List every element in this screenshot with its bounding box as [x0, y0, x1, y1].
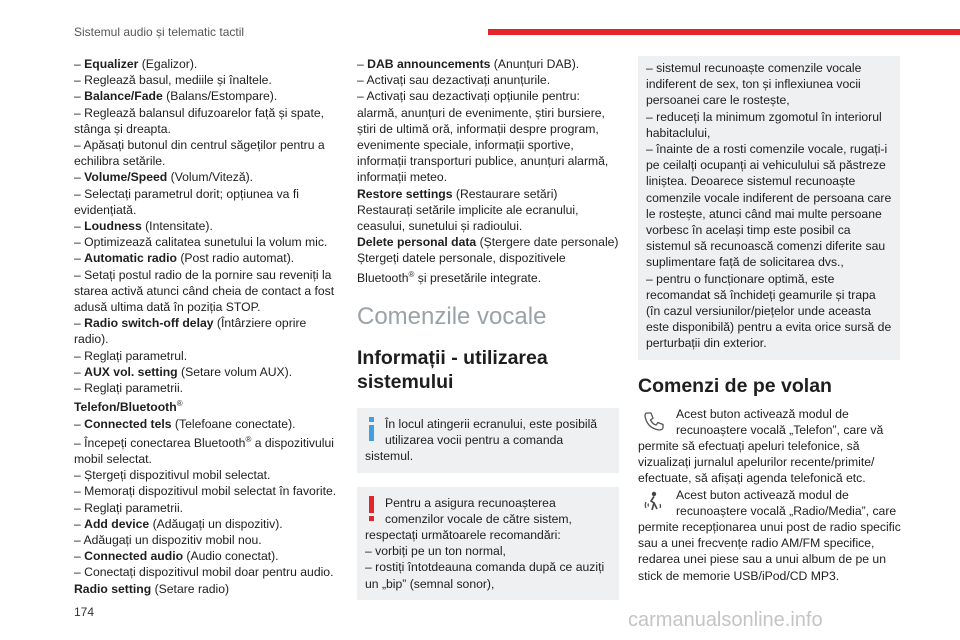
text-segment: (Audio conectat).	[183, 549, 279, 564]
text-segment: – Reglați parametrul.	[74, 348, 188, 363]
info-line: În locul atingerii ecranului, este posibilă	[385, 416, 598, 431]
text-line	[357, 169, 619, 185]
text-segment: informații meteo.	[357, 170, 448, 185]
text-segment: –	[74, 219, 85, 234]
warning-line: Pentru a asigura recunoașterea	[385, 495, 556, 510]
text-line	[74, 88, 336, 104]
text-line	[74, 532, 336, 548]
header-accent-bar	[488, 29, 960, 35]
text-segment: ceasului, sunetului și radioului.	[357, 219, 523, 234]
text-segment: (Post radio automat).	[176, 251, 295, 266]
recommendation-line: sistemul să recunoască comenzi diferite sau	[646, 239, 886, 254]
bold-term: Equalizer	[84, 57, 139, 71]
text-segment: Bluetooth	[357, 270, 409, 285]
text-line	[357, 105, 619, 121]
warning-line: – vorbiți pe un ton normal,	[365, 544, 506, 559]
text-line	[357, 186, 619, 202]
text-line	[74, 283, 336, 299]
recommendation-line: – înainte de a rosti comenzile vocale, rugați-i	[646, 142, 888, 157]
text-line	[74, 267, 336, 283]
superscript: ®	[176, 399, 183, 409]
text-line	[74, 137, 336, 153]
text-line	[357, 121, 619, 137]
column-middle	[357, 56, 619, 610]
bold-term: AUX vol. setting	[84, 364, 178, 379]
text-segment: (Volum/Viteză).	[167, 170, 254, 185]
text-line	[74, 299, 336, 315]
text-line	[74, 234, 336, 250]
bold-term: Volume/Speed	[84, 170, 168, 185]
warning-line: comenzilor vocale de către sistem,	[385, 511, 572, 526]
text-segment: – Ștergeți dispozitivul mobil selectat.	[74, 468, 271, 483]
text-segment: (Restaurare setări)	[452, 186, 558, 201]
text-segment: – Reglați parametrii.	[74, 500, 184, 515]
bold-term: Telefon/Bluetooth	[74, 400, 177, 415]
info-line: utilizarea vocii pentru a comanda	[385, 433, 564, 448]
text-segment: (Anunțuri DAB).	[490, 57, 580, 71]
text-line	[74, 564, 336, 580]
text-segment: – Memorați dispozitivul mobil selectat în favorite.	[74, 484, 337, 499]
text-segment: stânga și dreapta.	[74, 121, 171, 136]
bold-term: Radio setting	[74, 581, 152, 596]
warning-box	[357, 487, 619, 600]
text-segment: Ștergeți datele personale, dispozitivele	[357, 251, 566, 266]
column-right	[638, 56, 900, 584]
text-line	[357, 267, 619, 286]
text-line	[74, 483, 336, 499]
text-line	[357, 153, 619, 169]
text-line	[74, 72, 336, 88]
media-line: stick de memorie USB/iPod/CD MP3.	[638, 568, 840, 583]
text-segment: (Întârziere oprire	[213, 316, 307, 331]
text-segment: și presetările integrate.	[414, 270, 542, 285]
text-segment: –	[74, 251, 85, 266]
recommendation-line: – sistemul recunoaște comenzile vocale	[646, 61, 862, 75]
text-segment: evidențiată.	[74, 202, 137, 217]
text-segment: Restaurați setările implicite ale ecranului,	[357, 202, 579, 217]
media-line: Acest buton activează modul de	[676, 487, 849, 502]
warning-icon	[365, 496, 379, 522]
text-segment: adusă ultima dată în poziția STOP.	[74, 300, 261, 315]
text-segment: –	[74, 516, 85, 531]
text-segment: –	[74, 416, 85, 431]
text-segment: – Adăugați un dispozitiv mobil nou.	[74, 533, 262, 548]
text-segment: – Reglează basul, mediile și înaltele.	[74, 73, 272, 88]
text-segment: știri de ultimă oră, informații despre program,	[357, 121, 599, 136]
info-icon	[365, 417, 379, 443]
text-line	[74, 348, 336, 364]
text-segment: radio).	[74, 332, 109, 347]
phone-line: permite să efectuați apeluri telefonice, să	[638, 439, 860, 454]
text-segment: (Adăugați un dispozitiv).	[149, 516, 283, 531]
text-line	[74, 451, 336, 467]
text-line	[74, 186, 336, 202]
text-segment: mobil selectat.	[74, 452, 152, 466]
section-title: Comenzile vocale	[357, 302, 547, 330]
text-line	[74, 250, 336, 266]
text-segment: – Selectați parametrul dorit; opțiunea va fi	[74, 186, 299, 201]
text-line	[74, 516, 336, 532]
page-number: 174	[74, 605, 95, 619]
bold-term: Loudness	[84, 219, 142, 234]
text-line	[357, 88, 619, 104]
text-segment: echilibra setările.	[74, 154, 166, 169]
recommendation-line: liniștea. Deoarece sistemul recunoaște	[646, 174, 856, 189]
text-segment: –	[357, 57, 368, 71]
recommendation-line: este disponibilă) pentru a evita orice sursă de	[646, 320, 892, 335]
info-line: sistemul.	[365, 449, 414, 464]
text-segment: evenimente speciale, informații sportive,	[357, 138, 574, 153]
recommendation-line: – pentru o funcționare optimă, este	[646, 271, 835, 286]
text-line	[74, 315, 336, 331]
bold-term: Delete personal data	[357, 235, 477, 250]
text-line	[357, 72, 619, 88]
text-segment: – Începeți conectarea Bluetooth	[74, 435, 246, 450]
warning-line: respectați următoarele recomandări:	[365, 527, 561, 542]
text-line	[357, 234, 619, 250]
text-line	[74, 416, 336, 432]
text-line	[74, 364, 336, 380]
text-segment: –	[74, 316, 85, 331]
bold-term: Restore settings	[357, 186, 453, 201]
bold-term: Connected audio	[84, 549, 184, 564]
bold-term: Radio switch-off delay	[84, 316, 214, 331]
bold-term: Balance/Fade	[84, 89, 163, 104]
text-line	[74, 396, 336, 415]
media-line: recunoaștere vocală „Radio/Media”, care	[676, 503, 897, 518]
text-segment: – Apăsați butonul din centrul săgeților pentru a	[74, 138, 325, 153]
text-segment: –	[74, 364, 85, 379]
bold-term: DAB announcements	[367, 57, 491, 71]
recommendation-line: indiferent de sex, ton și inflexiunea vocii	[646, 77, 861, 92]
recommendation-line: pe ceilalți ocupanți ai vehiculului să păstreze	[646, 158, 886, 173]
text-segment: informații transporturi publice, anunțuri alarmă,	[357, 154, 609, 169]
text-line	[74, 548, 336, 564]
recommendation-line: – reduceți la minimum zgomotul în interiorul	[646, 109, 882, 124]
recommendation-line: comenzile vocale indiferent de persoana care	[646, 190, 892, 205]
settings-list	[357, 56, 619, 286]
media-line: sau a unei frecvențe radio AM/FM specifice,	[638, 536, 875, 551]
recommendation-line: recomandat să închideți geamurile și trapa	[646, 287, 876, 302]
text-line	[74, 331, 336, 347]
text-line	[357, 218, 619, 234]
recommendation-line: (în cazul versiunilor/piețelor unde aceasta	[646, 304, 871, 319]
text-line	[357, 137, 619, 153]
text-line	[74, 432, 336, 451]
text-line	[74, 56, 336, 72]
phone-line: vizualizați jurnalul apelurilor recente/primite/	[638, 455, 875, 470]
text-segment: (Intensitate).	[141, 219, 213, 234]
text-line	[74, 218, 336, 234]
text-segment: – Activați sau dezactivați opțiunile pentru:	[357, 89, 580, 104]
watermark: carmanualsonline.info	[628, 609, 823, 631]
superscript: ®	[408, 269, 415, 279]
text-segment: a dispozitivului	[251, 435, 334, 450]
recommendation-line: perturbații din exterior.	[646, 336, 767, 351]
text-segment: (Setare volum AUX).	[177, 364, 293, 379]
text-segment: –	[74, 89, 85, 104]
text-segment: – Conectați dispozitivul mobil doar pentru audio.	[74, 565, 334, 580]
sub-title-line: sistemului	[357, 370, 454, 393]
text-segment: starea activă atunci când cheia de contact a fost	[74, 283, 335, 298]
steering-controls-title: Comenzi de pe volan	[638, 374, 832, 397]
media-line: redarea unei piese sau a unui album de pe un	[638, 552, 886, 567]
text-segment: – Reglează balansul difuzoarelor față și spate,	[74, 105, 324, 120]
sub-title-line: Informații - utilizarea	[357, 346, 548, 369]
text-line	[74, 202, 336, 218]
text-line	[74, 169, 336, 185]
recommendations-box	[638, 56, 900, 360]
text-line	[74, 121, 336, 137]
recommendation-line: habitaclului,	[646, 125, 711, 140]
bold-term: Automatic radio	[84, 251, 177, 266]
recommendation-line: suplimentare față de solicitarea dvs.,	[646, 255, 844, 270]
info-box	[357, 408, 619, 473]
text-segment: – Activați sau dezactivați anunțurile.	[357, 73, 551, 88]
text-segment: (Egalizor).	[138, 57, 198, 71]
warning-line: – rostiți întotdeauna comanda după ce auziți	[365, 560, 605, 575]
text-segment: – Reglați parametrii.	[74, 381, 184, 396]
sub-title	[357, 346, 619, 394]
media-line: permite recepționarea unui post de radio specific	[638, 520, 901, 535]
text-segment: –	[74, 57, 85, 71]
phone-icon	[638, 406, 670, 436]
warning-line: un „bip” (semnal sonor),	[365, 576, 495, 591]
text-segment: (Balans/Estompare).	[162, 89, 278, 104]
superscript: ®	[245, 434, 252, 444]
text-line	[74, 105, 336, 121]
text-segment: (Ștergere date personale)	[476, 235, 619, 250]
text-line	[74, 581, 336, 597]
voice-icon	[638, 487, 670, 517]
text-line	[74, 500, 336, 516]
text-segment: (Telefoane conectate).	[171, 416, 296, 431]
text-segment: –	[74, 170, 85, 185]
phone-line: recunoaștere vocală „Telefon”, care vă	[676, 422, 884, 437]
text-segment: – Setați postul radio de la pornire sau reveniți la	[74, 267, 332, 282]
text-line	[357, 250, 619, 266]
text-segment: alarmă, anunțuri de evenimente, știri bursiere,	[357, 105, 605, 120]
text-segment: –	[74, 549, 85, 564]
column-left	[74, 56, 336, 597]
text-line	[74, 153, 336, 169]
phone-line: Acest buton activează modul de	[676, 406, 849, 421]
text-line	[74, 467, 336, 483]
text-segment: (Setare radio)	[151, 581, 230, 596]
recommendation-line: le rostește, atunci când mai multe persoane	[646, 206, 882, 221]
recommendation-line: vorbesc în același timp este posibil ca	[646, 223, 851, 238]
text-line	[357, 56, 619, 72]
bold-term: Add device	[84, 516, 150, 531]
phone-command-block	[638, 406, 900, 487]
text-segment: – Optimizează calitatea sunetului la volum mic.	[74, 235, 328, 250]
recommendation-line: persoanei care le rostește,	[646, 93, 790, 108]
header-title: Sistemul audio și telematic tactil	[74, 25, 245, 39]
text-line	[357, 202, 619, 218]
text-line	[74, 380, 336, 396]
bold-term: Connected tels	[84, 416, 172, 431]
phone-line: efectuate, să afișați agenda telefonică etc.	[638, 471, 866, 486]
media-command-block	[638, 487, 900, 584]
